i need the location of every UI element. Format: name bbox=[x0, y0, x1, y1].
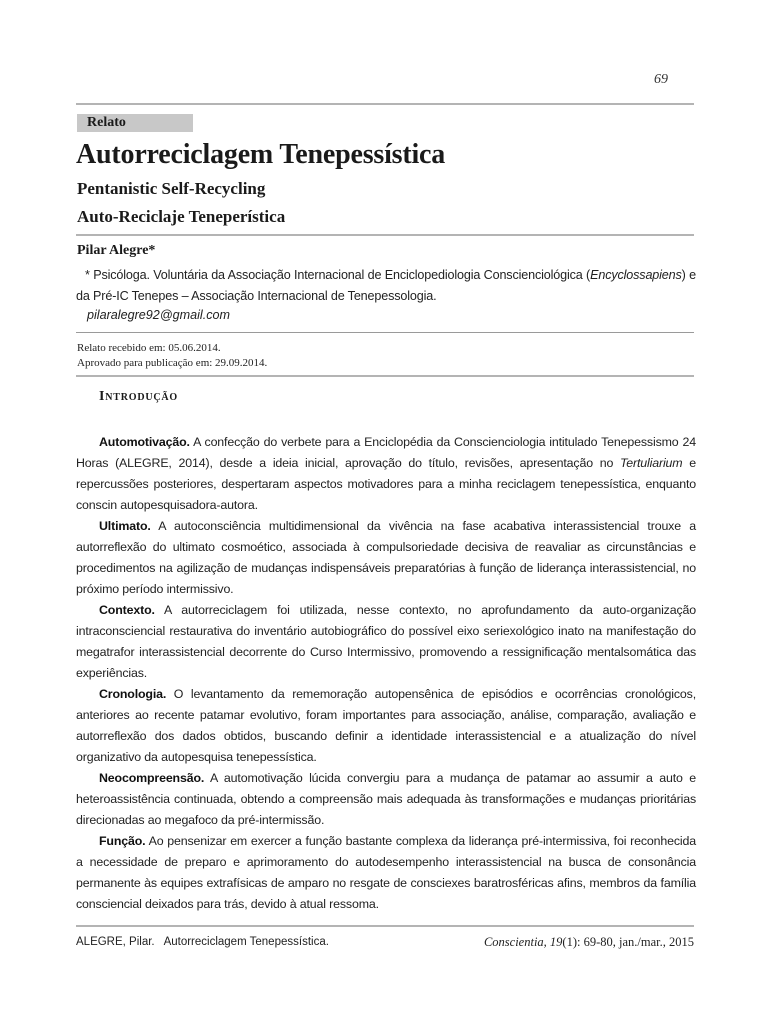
subtitle-spanish: Auto-Reciclaje Teneperística bbox=[77, 207, 286, 226]
paragraph-term: Automotivação. bbox=[99, 435, 190, 449]
subtitle-english: Pentanistic Self-Recycling bbox=[77, 179, 266, 198]
paragraph-text: Ao pensenizar em exercer a função bastante complexa da liderança pré-intermissiva, foi reconhecida a necessidade de preparo e aprimoramento do autodesempenho interassistencial na busca de consonância permanente às equipes extrafísicas de amparo no resgate de consciexes baratrosféricas afins, membros da família consciencial deixados para trás, devido à atual ressoma. bbox=[76, 834, 696, 911]
paragraph bbox=[76, 516, 696, 600]
paragraph bbox=[76, 432, 696, 516]
page-number: 69 bbox=[654, 72, 668, 87]
author-email[interactable]: pilaralegre92@gmail.com bbox=[87, 308, 230, 322]
paragraph-term: Ultimato. bbox=[99, 519, 151, 533]
author-affiliation bbox=[76, 265, 696, 307]
article-dates bbox=[77, 341, 267, 371]
paragraph-term: Contexto. bbox=[99, 603, 155, 617]
dates-rule bbox=[76, 375, 694, 377]
footer-citation-journal bbox=[484, 935, 694, 950]
journal-issue: (1): 69-80, jan./mar., 2015 bbox=[562, 935, 694, 949]
affiliation-text-a: * Psicóloga. Voluntária da Associação Internacional de Enciclopediologia Conscienciológica ( bbox=[85, 268, 591, 282]
paragraph bbox=[76, 600, 696, 684]
paragraph bbox=[76, 768, 696, 831]
paragraph-italic: Tertuliarium bbox=[619, 456, 683, 470]
paragraph-text: A automotivação lúcida convergiu para a mudança de patamar ao assumir a auto e heteroassistência continuada, obtendo a compreensão mais adequada às transformações e mudanças prioritárias direcionadas ao megafoco da pré-intermissão. bbox=[76, 771, 696, 827]
approved-date: Aprovado para publicação em: 29.09.2014. bbox=[77, 357, 268, 369]
paragraph-text: A autorreciclagem foi utilizada, nesse contexto, no aprofundamento da auto-organização intraconsciencial restaurativa do inventário autobiográfico do possível eixo seriexológico inato na manifestação do megatrafor interassistencial decorrente do Curso Intermissivo, promovendo a ressignificação mentalsomática das experiências. bbox=[76, 603, 696, 680]
paragraph bbox=[76, 684, 696, 768]
body-text bbox=[76, 432, 696, 915]
top-rule bbox=[76, 103, 694, 105]
affiliation-italic: Encyclossapiens bbox=[590, 268, 682, 282]
section-label: Relato bbox=[77, 114, 193, 132]
paragraph-term: Neocompreensão. bbox=[99, 771, 205, 785]
section-heading: Introdução bbox=[99, 389, 179, 404]
journal-volume: 19 bbox=[549, 935, 563, 949]
footer-rule bbox=[76, 925, 694, 927]
affiliation-rule bbox=[76, 332, 694, 333]
footer-citation-author: ALEGRE, Pilar. Autorreciclagem Tenepessística. bbox=[76, 936, 329, 948]
journal-name: Conscientia, bbox=[483, 935, 547, 949]
received-date: Relato recebido em: 05.06.2014. bbox=[77, 342, 221, 354]
paragraph-text: A confecção do verbete para a Enciclopédia da Conscienciologia intitulado Tenepessismo 24 Horas (ALEGRE, 2014), desde a ideia inicial, aprovação do título, revisões, apresentação no bbox=[76, 435, 696, 470]
paragraph-text: e repercussões posteriores, despertaram aspectos motivadores para a minha reciclagem tenepessística, enquanto conscin autopesquisadora-autora. bbox=[76, 456, 696, 512]
paragraph bbox=[76, 831, 696, 915]
author-name: Pilar Alegre* bbox=[77, 243, 156, 258]
article-title: Autorreciclagem Tenepessística bbox=[76, 139, 446, 170]
paragraph-text: A autoconsciência multidimensional da vivência na fase acabativa interassistencial trouxe a autorreflexão do ultimato cosmoético, associada à compulsoriedade decisiva de reavaliar as circunstâncias e procedimentos na agilização de mudanças indispensáveis preparatórias à função de liderança interassistencial, no próximo período intermissivo. bbox=[76, 519, 696, 596]
paragraph-term: Função. bbox=[99, 834, 146, 848]
paragraph-text: O levantamento da rememoração autopensênica de episódios e ocorrências cronológicos, anteriores ao recente patamar evolutivo, foram importantes para associação, análise, comparação, avaliação e autorreflexão dos dados obtidos, buscando definir a identidade interassistencial e a atualização do nível organizativo da autopesquisa tenepessística. bbox=[76, 687, 696, 764]
affiliation-text-b: ) e da Pré-IC Tenepes – Associação Internacional de Tenepessologia. bbox=[76, 268, 697, 303]
title-rule bbox=[76, 234, 694, 236]
paragraph-term: Cronologia. bbox=[99, 687, 167, 701]
